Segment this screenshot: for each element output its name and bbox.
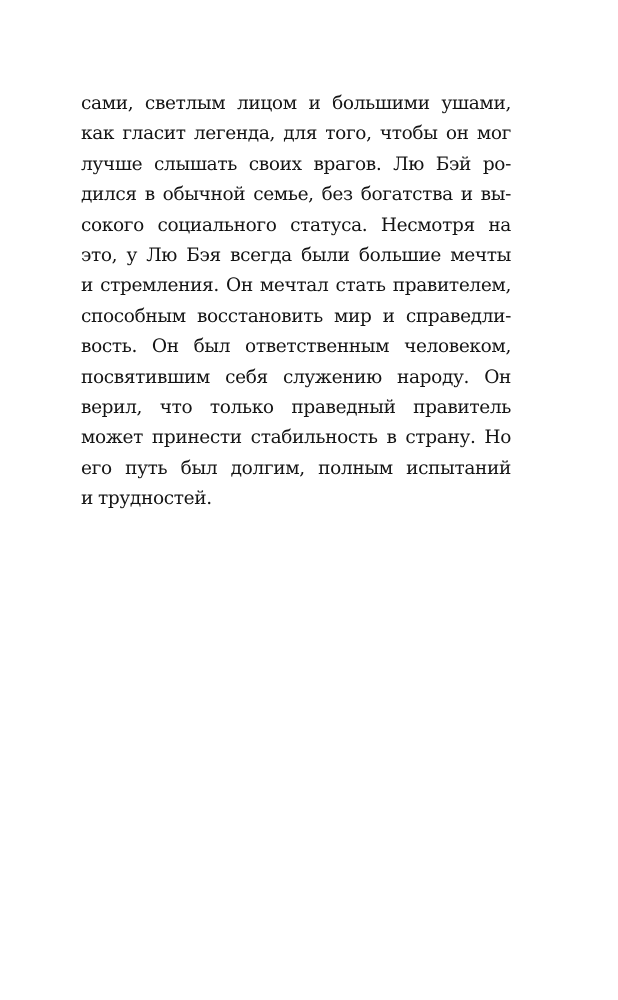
text-line: вость. Он был ответственным человеком, <box>81 336 511 358</box>
text-line: и трудностей. <box>81 488 212 510</box>
body-paragraph <box>81 89 511 514</box>
text-line: может принести стабильность в страну. Но <box>81 427 511 449</box>
text-line: его путь был долгим, полным испытаний <box>81 457 511 479</box>
text-line: посвятившим себя служению народу. Он <box>81 366 511 388</box>
text-line: сокого социального статуса. Несмотря на <box>81 214 511 236</box>
text-line: это, у Лю Бэя всегда были большие мечты <box>81 244 511 266</box>
text-line: способным восстановить мир и справедли- <box>81 305 511 327</box>
text-line: дился в обычной семье, без богатства и вы- <box>81 184 511 206</box>
text-line: лучше слышать своих врагов. Лю Бэй ро- <box>81 153 511 175</box>
text-line: верил, что только праведный правитель <box>81 396 511 418</box>
text-line: как гласит легенда, для того, чтобы он мог <box>81 123 511 145</box>
text-line: сами, светлым лицом и большими ушами, <box>81 93 511 114</box>
text-line: и стремления. Он мечтал стать правителем, <box>81 275 511 297</box>
